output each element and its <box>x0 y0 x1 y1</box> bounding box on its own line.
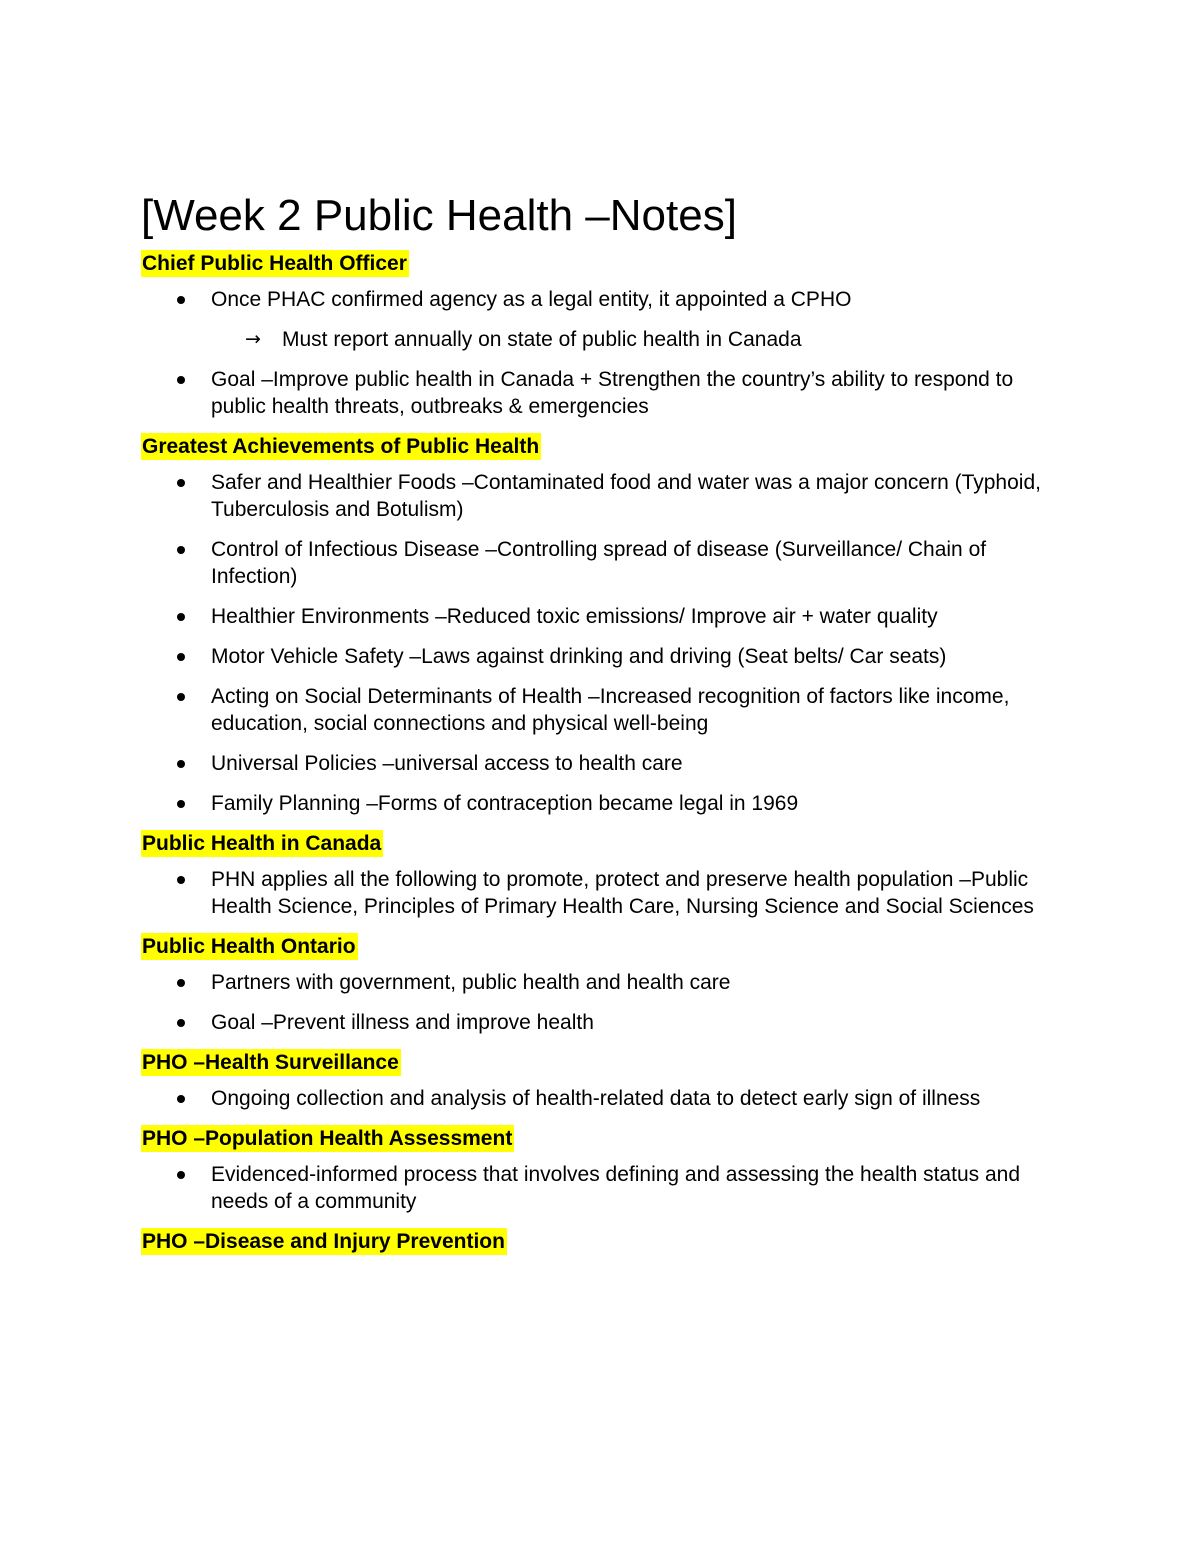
section-public-health-in-canada <box>141 830 1071 920</box>
bullet-icon <box>177 479 185 487</box>
bullet-icon <box>177 979 185 987</box>
bullet-list <box>141 286 1071 420</box>
list-item <box>141 750 1071 777</box>
bullet-icon <box>177 876 185 884</box>
section-heading: Public Health in Canada <box>142 832 382 855</box>
section-heading: Greatest Achievements of Public Health <box>142 435 540 458</box>
list-item-text: Goal –Improve public health in Canada + Strengthen the country’s ability to respond to public health threats, outbreaks & emergencies <box>211 368 1014 418</box>
section-heading: Chief Public Health Officer <box>142 252 407 275</box>
list-item <box>141 1085 1071 1112</box>
bullet-list <box>141 1085 1071 1112</box>
section-chief-public-health-officer <box>141 250 1071 420</box>
bullet-icon <box>177 653 185 661</box>
bullet-icon <box>177 1171 185 1179</box>
bullet-icon <box>177 693 185 701</box>
arrow-right-icon: → <box>245 328 261 350</box>
list-item-text: Acting on Social Determinants of Health –Increased recognition of factors like income, education, social connections and physical well-being <box>211 685 1010 735</box>
list-item <box>141 603 1071 630</box>
bullet-list <box>141 969 1071 1036</box>
section-greatest-achievements <box>141 433 1071 817</box>
list-item <box>141 866 1071 920</box>
list-item <box>141 366 1071 420</box>
list-item-text: Healthier Environments –Reduced toxic emissions/ Improve air + water quality <box>211 605 938 628</box>
bullet-list <box>141 1161 1071 1215</box>
section-heading: PHO –Health Surveillance <box>142 1051 399 1074</box>
list-item-text: Family Planning –Forms of contraception became legal in 1969 <box>211 792 799 815</box>
bullet-icon <box>177 800 185 808</box>
list-item <box>141 969 1071 996</box>
bullet-list <box>141 469 1071 817</box>
section-pho-population-health-assessment <box>141 1125 1071 1215</box>
list-item-text: Ongoing collection and analysis of health-related data to detect early sign of illness <box>211 1087 981 1110</box>
list-item-text: Control of Infectious Disease –Controlling spread of disease (Surveillance/ Chain of Infection) <box>211 538 987 588</box>
bullet-icon <box>177 1019 185 1027</box>
section-heading: Public Health Ontario <box>142 935 356 958</box>
sub-list-item <box>141 326 1071 353</box>
bullet-list <box>141 866 1071 920</box>
list-item <box>141 683 1071 737</box>
bullet-icon <box>177 760 185 768</box>
list-item-text: Motor Vehicle Safety –Laws against drinking and driving (Seat belts/ Car seats) <box>211 645 947 668</box>
document-page <box>141 188 1071 1264</box>
section-heading: PHO –Disease and Injury Prevention <box>142 1230 505 1253</box>
list-item <box>141 643 1071 670</box>
list-item-text: Partners with government, public health and health care <box>211 971 731 994</box>
bullet-icon <box>177 546 185 554</box>
list-item-text: Evidenced-informed process that involves defining and assessing the health status and needs of a community <box>211 1163 1020 1213</box>
section-pho-health-surveillance <box>141 1049 1071 1112</box>
bullet-icon <box>177 376 185 384</box>
list-item <box>141 1009 1071 1036</box>
list-item-text: Goal –Prevent illness and improve health <box>211 1011 594 1034</box>
bullet-icon <box>177 296 185 304</box>
list-item <box>141 790 1071 817</box>
list-item-text: Universal Policies –universal access to health care <box>211 752 683 775</box>
list-item-text: Safer and Healthier Foods –Contaminated food and water was a major concern (Typhoid, Tuberculosis and Botulism) <box>211 471 1041 521</box>
sub-list-item-text: Must report annually on state of public health in Canada <box>282 328 802 351</box>
list-item <box>141 286 1071 353</box>
bullet-icon <box>177 1095 185 1103</box>
list-item-text: PHN applies all the following to promote, protect and preserve health population –Public Health Science, Principles of Primary Health Care, Nursing Science and Social Sciences <box>211 868 1034 918</box>
document-title: [Week 2 Public Health –Notes] <box>141 191 737 240</box>
list-item <box>141 469 1071 523</box>
list-item-text: Once PHAC confirmed agency as a legal entity, it appointed a CPHO <box>211 288 852 311</box>
section-heading: PHO –Population Health Assessment <box>142 1127 513 1150</box>
list-item <box>141 536 1071 590</box>
section-public-health-ontario <box>141 933 1071 1036</box>
list-item <box>141 1161 1071 1215</box>
bullet-icon <box>177 613 185 621</box>
section-pho-disease-and-injury-prevention <box>141 1228 1071 1256</box>
